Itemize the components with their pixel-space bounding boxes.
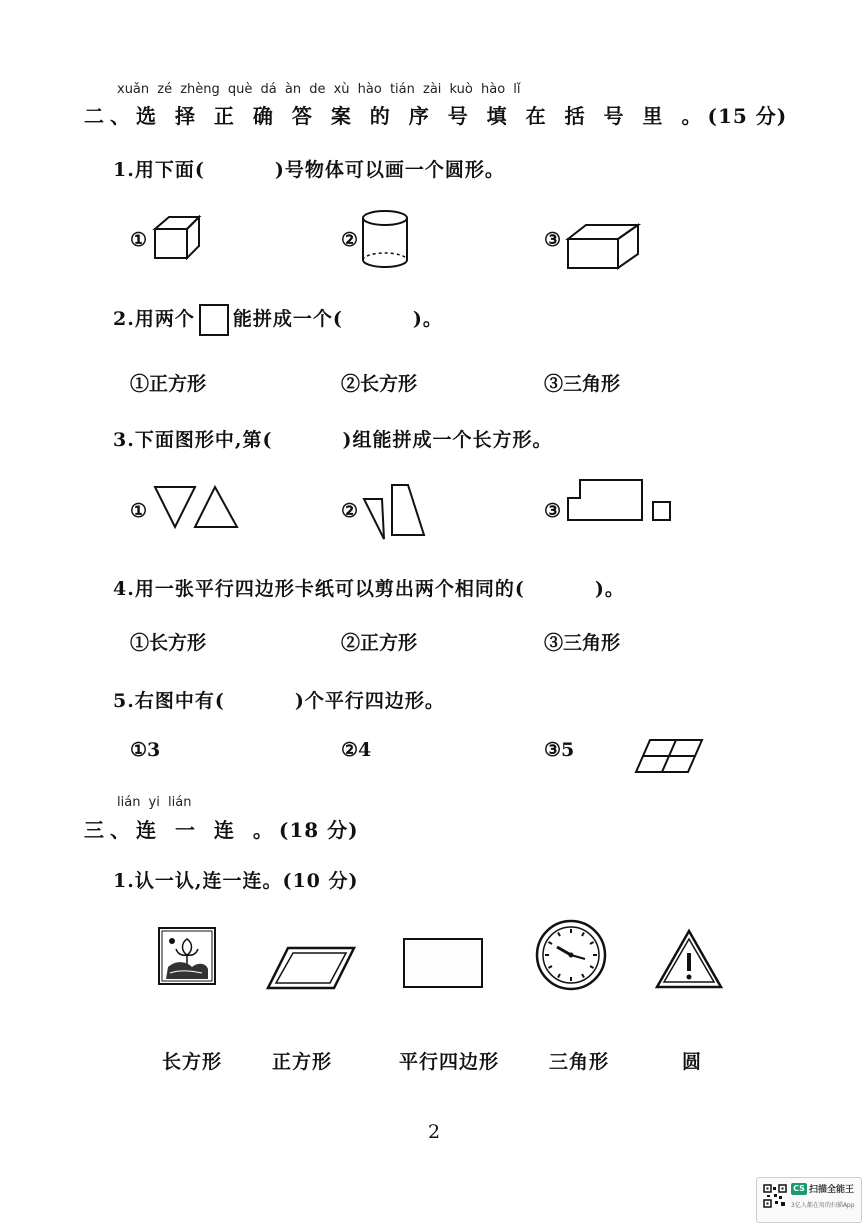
- q2-option-3[interactable]: ③三角形: [544, 373, 621, 395]
- rectangle-card-icon[interactable]: [402, 937, 484, 989]
- section2-title: [84, 100, 787, 129]
- lotus-stamp-icon[interactable]: [158, 927, 216, 985]
- q5-option-1[interactable]: ①3: [130, 739, 161, 761]
- scanner-brand: 扫描全能王: [809, 1185, 855, 1195]
- cube-icon: [153, 215, 203, 260]
- q3-text-b: )组能拼成一个长方形。: [342, 429, 553, 451]
- q1-option-2[interactable]: ②: [341, 229, 359, 251]
- small-square-icon: [199, 304, 229, 336]
- q1-option-1[interactable]: ①: [130, 229, 148, 251]
- q3-text-a: 3.下面图形中,第(: [113, 429, 273, 451]
- label-circle[interactable]: 圆: [682, 1051, 703, 1073]
- section3-score: (18 分): [278, 818, 359, 842]
- q1-text-a: 1.用下面(: [113, 159, 205, 181]
- parallelogram-split-icon: [634, 738, 704, 774]
- q2-text-b: 能拼成一个(: [232, 308, 343, 330]
- q5-text-a: 5.右图中有(: [113, 690, 225, 712]
- section3-title-text: 三、连 一 连 。: [84, 818, 279, 842]
- q4-option-2[interactable]: ②正方形: [341, 632, 418, 654]
- q2-text-c: )。: [412, 308, 443, 330]
- q4-option-3[interactable]: ③三角形: [544, 632, 621, 654]
- warning-sign-icon[interactable]: [655, 929, 723, 989]
- page-number: 2: [428, 1121, 441, 1143]
- label-square[interactable]: 正方形: [272, 1051, 333, 1073]
- section3-question-1: 1.认一认,连一连。(10 分): [113, 870, 359, 892]
- section3-pinyin: lián yi lián: [117, 795, 192, 810]
- scanner-badge: [756, 1177, 862, 1223]
- q1-text-b: )号物体可以画一个圆形。: [274, 159, 505, 181]
- parallelogram-frame-icon[interactable]: [266, 946, 356, 990]
- cuboid-icon: [566, 223, 642, 271]
- q4-text-b: )。: [594, 578, 625, 600]
- cs-logo-icon: CS: [791, 1183, 807, 1195]
- label-parallelogram[interactable]: 平行四边形: [399, 1051, 500, 1073]
- section3-title: [84, 814, 359, 843]
- label-rectangle[interactable]: 长方形: [162, 1051, 223, 1073]
- scanner-subtitle: 3亿人都在用的扫描App: [791, 1202, 855, 1209]
- section2-score: (15 分): [707, 104, 788, 128]
- q5-option-2[interactable]: ②4: [341, 739, 372, 761]
- triangles-pair-icon: [153, 485, 241, 530]
- q2-text-a: 2.用两个: [113, 308, 195, 330]
- q4-text-a: 4.用一张平行四边形卡纸可以剪出两个相同的(: [113, 578, 525, 600]
- cylinder-icon: [360, 209, 412, 271]
- q3-option-1[interactable]: ①: [130, 500, 148, 522]
- triangle-trapezoid-icon: [362, 483, 428, 541]
- label-triangle[interactable]: 三角形: [549, 1051, 610, 1073]
- q3-option-3[interactable]: ③: [544, 500, 562, 522]
- q3-option-2[interactable]: ②: [341, 500, 359, 522]
- question-2: [113, 304, 443, 336]
- question-4: [113, 574, 625, 601]
- q2-option-2[interactable]: ②长方形: [341, 373, 418, 395]
- q5-option-3[interactable]: ③5: [544, 739, 575, 761]
- l-shape-square-icon: [566, 478, 676, 524]
- question-3: [113, 425, 552, 452]
- q2-option-1[interactable]: ①正方形: [130, 373, 207, 395]
- question-5: [113, 686, 445, 713]
- question-1: [113, 155, 505, 182]
- q5-text-b: )个平行四边形。: [294, 690, 445, 712]
- q1-option-3[interactable]: ③: [544, 229, 562, 251]
- qr-code-icon: [763, 1184, 787, 1208]
- section2-pinyin: xuǎn zé zhèng què dá àn de xù hào tián zài kuò hào lǐ: [117, 82, 521, 97]
- clock-icon[interactable]: [535, 919, 607, 991]
- section2-title-text: 二、选 择 正 确 答 案 的 序 号 填 在 括 号 里 。: [84, 104, 708, 128]
- q4-option-1[interactable]: ①长方形: [130, 632, 207, 654]
